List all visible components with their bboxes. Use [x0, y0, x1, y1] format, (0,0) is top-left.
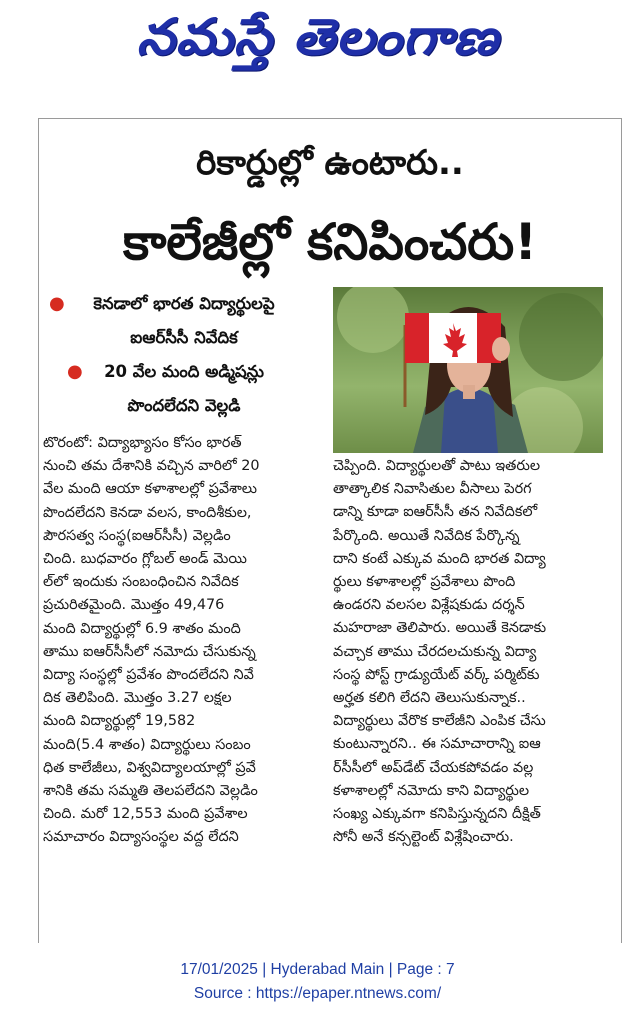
article-text-line: సమాచారం విద్యాసంస్థల వద్ద లేదని	[43, 829, 239, 846]
article-text-line: విద్యార్థులు వేరొక కాలేజీని ఎంపిక చేసు	[333, 713, 546, 730]
article-text-line: కుంటున్నారని.. ఈ సమాచారాన్ని ఐఆ	[333, 736, 541, 753]
article-text-line: మంది విద్యార్థుల్లో 19,582	[43, 713, 196, 730]
bullet-line: కెనడాలో భారత విద్యార్థులపై	[93, 294, 275, 313]
article-text-line: డాన్ని కూడా ఐఆర్‌సీసీ తన నివేదికలో	[333, 504, 538, 521]
article-text-line: వేల మంది ఆయా కళాశాలల్లో ప్రవేశాలు	[43, 481, 257, 498]
newspaper-logo: నమస్తే తెలంగాణ	[136, 8, 499, 66]
article-text-line: నుంచి తమ దేశానికి వచ్చిన వారిలో 20	[43, 458, 260, 475]
article-photo	[333, 287, 603, 453]
article-text-line: చింది. బుధవారం గ్లోబల్ అండ్ మెయి	[43, 551, 247, 568]
article-text-line: ఉండరని వలసల విశ్లేషకుడు దర్శన్	[333, 597, 525, 614]
article-text-line: సంస్థ పోస్ట్ గ్రాడ్యుయేట్ వర్క్ పర్మిట్‌కు	[333, 666, 540, 683]
page-footer	[0, 958, 635, 1006]
article-text-line: కళాశాలల్లో నమోదు కాని విద్యార్థుల	[333, 782, 530, 799]
article-text-line: ధిత కాలేజీలు, విశ్వవిద్యాలయాల్లో ప్రవే	[43, 759, 256, 776]
article-text-line: పొందలేదని కెనడా వలస, కాందిశీకుల,	[43, 504, 252, 521]
bullet-item	[39, 355, 329, 423]
masthead	[0, 0, 635, 82]
bullet-line: ఐఆర్‌సీసీ నివేదిక	[130, 328, 238, 347]
article-text-line: మహరాజా తెలిపారు. అయితే కెనడాకు	[333, 620, 547, 637]
bullet-item	[39, 287, 329, 355]
article-text-line: దిక తెలిపింది. మొత్తం 3.27 లక్షల	[43, 690, 232, 707]
article-text-line: పేర్కొంది. అయితే నివేదిక పేర్కొన్న	[333, 527, 520, 544]
article-text-line: శానికి తమ సమ్మతి తెలపలేదని వెల్లడిం	[43, 783, 258, 800]
article-text-line: విద్యా సంస్థల్లో ప్రవేశం పొందలేదని నివే	[43, 667, 254, 684]
bullet-dot-icon: ●	[67, 361, 83, 382]
article-text-line: సంఖ్య ఎక్కువగా కనిపిస్తున్నదని దీక్షిత్	[333, 806, 541, 823]
article-text-line: ల్‌లో ఇందుకు సంబంధించిన నివేదిక	[43, 574, 239, 591]
article-text-line: టొరంటో: విద్యాభ్యాసం కోసం భారత్	[43, 435, 242, 451]
bullet-line: 20 వేల మంది అడ్మిషన్లు	[104, 362, 264, 381]
article-body-left-column	[43, 432, 321, 850]
article-text-line: చింది. మరో 12,553 మంది ప్రవేశాల	[43, 806, 248, 823]
bullet-line: పొందలేదని వెల్లడి	[127, 396, 241, 415]
summary-bullets	[39, 287, 329, 423]
article-text-line: మంది విద్యార్థుల్లో 6.9 శాతం మంది	[43, 620, 241, 637]
article-text-line: సోనీ అనే కన్సల్టెంట్ విశ్లేషించారు.	[333, 829, 514, 846]
article-text-line: చెప్పింది. విద్యార్థులతో పాటు ఇతరుల	[333, 458, 541, 474]
article-text-line: దాని కంటే ఎక్కువ మంది భారత విద్యా	[333, 550, 546, 567]
article-text-line: అర్హత కలిగి లేదని తెలుసుకున్నాక..	[333, 690, 526, 707]
headline-kicker: రికార్డుల్లో ఉంటారు..	[196, 143, 464, 183]
headline-main: కాలేజీల్లో కనిపించరు!	[122, 213, 538, 271]
article-text-line: పౌరసత్వ సంస్థ(ఐఆర్‌సీసీ) వెల్లడిం	[43, 527, 231, 544]
article-text-line: తాము ఐఆర్‌సీసీలో నమోదు చేసుకున్న	[43, 643, 256, 660]
article-text-line: వచ్చాక తాము చేరదలచుకున్న విద్యా	[333, 643, 537, 660]
article-text-line: ర్థులు కళాశాలల్లో ప్రవేశాలు పొంది	[333, 574, 516, 591]
article-text-line: ప్రచురితమైంది. మొత్తం 49,476	[43, 597, 225, 614]
article-text-line: మంది(5.4 శాతం) విద్యార్థులు సంబం	[43, 736, 251, 753]
source-link[interactable]: Source : https://epaper.ntnews.com/	[193, 985, 442, 1002]
woman-with-canada-flag-image	[333, 287, 603, 453]
article-text-line: ర్‌సీసీలో అప్‌డేట్ చేయకపోవడం వల్ల	[333, 759, 534, 776]
bullet-dot-icon: ●	[49, 293, 65, 314]
article-text-line: తాత్కాలిక నివాసితుల వీసాలు పెరగ	[333, 481, 532, 498]
article-clipping	[38, 118, 622, 943]
edition-info: 17/01/2025 | Hyderabad Main | Page : 7	[180, 961, 455, 978]
article-body-right-column	[333, 455, 607, 849]
